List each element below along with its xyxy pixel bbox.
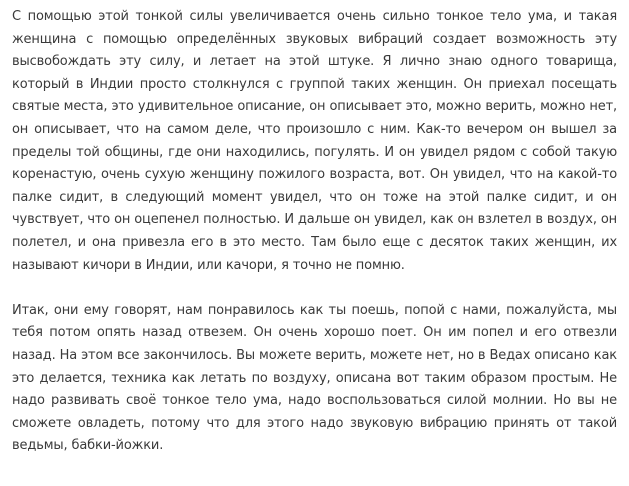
article-paragraph-1: С помощью этой тонкой силы увеличивается очень сильно тонкое тело ума, и такая женщина с помощью определённых звуковых вибраций создает возможность эту высвобождать эту силу, и летает на этой штуке. Я лично знаю одного товарища, который в Индии просто столкнулся с группой таких женщин. Он приехал посещать святые места, это удивительное описание, он описывает это, можно верить, можно нет, он описывает, что на самом деле, что произошло с ним. Как-то вечером он вышел за пределы той общины, где они находились, погулять. И он увидел рядом с собой такую коренастую, очень сухую женщину пожилого возраста, вот. Он увидел, что на какой-то палке сидит, в следующий момент увидел, что он тоже на этой палке сидит, и он чувствует, что он оцепенел полностью. И дальше он увидел, как он взлетел в воздух, он полетел, и она привезла его в это место. Там было еще с десяток таких женщин, их называют кичори в Индии, или качори, я точно не помню. [12, 9, 617, 273]
article-paragraph-2: Итак, они ему говорят, нам понравилось как ты поешь, попой с нами, пожалуйста, мы тебя потом опять назад отвезем. Он очень хорошо поет. Он им попел и его отвезли назад. На этом все закончилось. Вы можете верить, можете нет, но в Ведах описано как это делается, техника как летать по воздуху, описана вот таким образом простым. Не надо развивать своё тонкое тело ума, надо воспользоваться силой молнии. Но вы не сможете овладеть, потому что для этого надо звуковую вибрацию принять от такой ведьмы, бабки-йожки. [12, 302, 617, 454]
